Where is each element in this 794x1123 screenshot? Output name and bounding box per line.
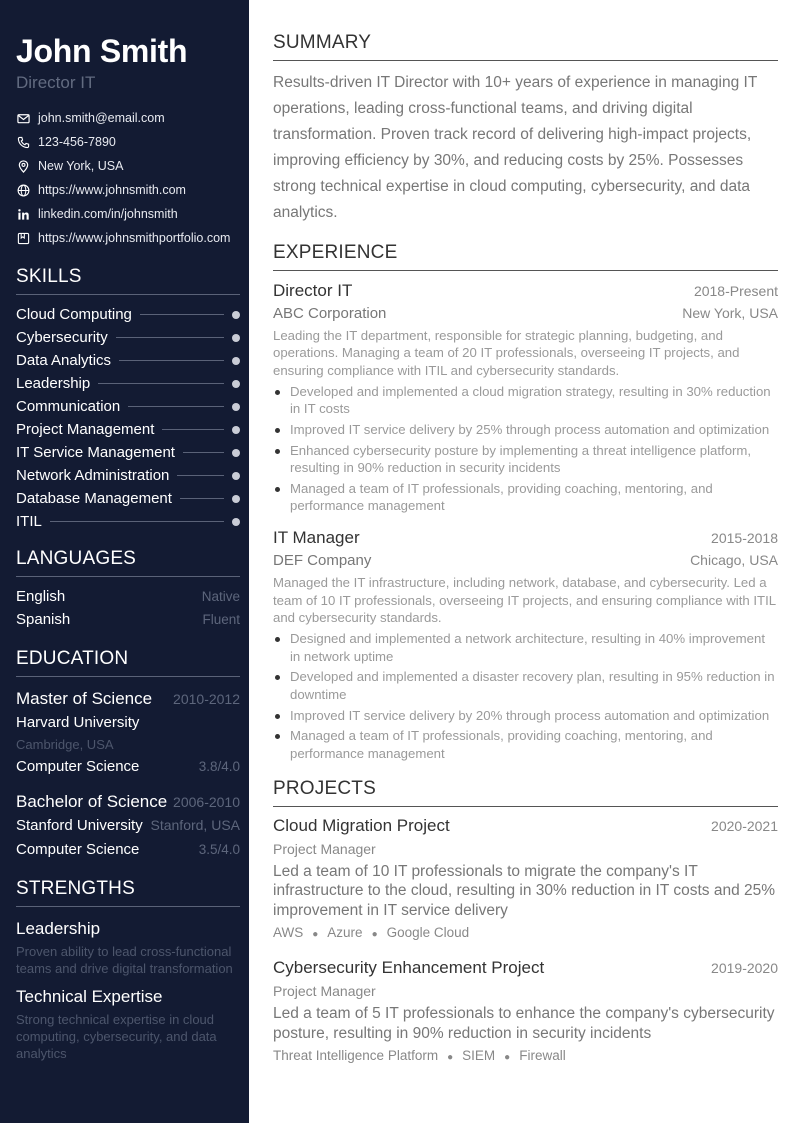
skill-line (119, 360, 224, 361)
education-school: Harvard University (16, 714, 140, 731)
skill-dot (232, 495, 240, 503)
job-title: Director IT (273, 281, 353, 300)
summary-heading: SUMMARY (273, 32, 778, 61)
education-location: Cambridge, USA (16, 737, 114, 752)
contact-portfolio-text: https://www.johnsmithportfolio.com (38, 231, 231, 245)
skill-item (16, 326, 240, 349)
project-item (273, 814, 778, 946)
linkedin-icon (16, 207, 30, 221)
project-role: Project Manager (273, 840, 376, 857)
contact-linkedin-text: linkedin.com/in/johnsmith (38, 207, 178, 221)
skill-line (140, 314, 224, 315)
education-item (16, 790, 240, 862)
project-dates: 2020-2021 (711, 817, 778, 834)
strengths-heading: STRENGTHS (16, 878, 240, 907)
tag-separator: ● (447, 1052, 454, 1064)
skill-item (16, 464, 240, 487)
skill-item (16, 395, 240, 418)
skill-item (16, 487, 240, 510)
skill-dot (232, 518, 240, 526)
language-level: Fluent (202, 612, 240, 627)
location-icon (16, 159, 30, 173)
project-tag: Firewall (519, 1048, 566, 1064)
skill-label: Cybersecurity (16, 329, 108, 346)
main-content (273, 0, 778, 1068)
skill-item (16, 441, 240, 464)
contact-phone[interactable] (16, 130, 240, 154)
education-gpa: 3.8/4.0 (198, 759, 240, 774)
skill-line (180, 498, 224, 499)
job-bullet: Enhanced cybersecurity posture by implementing a threat intelligence platform, resulting in 90% reduction in security incidents (273, 442, 778, 477)
job-bullet: Developed and implemented a disaster recovery plan, resulting in 95% reduction in downtime (273, 668, 778, 703)
education-gpa: 3.5/4.0 (198, 842, 240, 857)
contact-portfolio[interactable] (16, 226, 240, 250)
skill-line (128, 406, 224, 407)
education-school: Stanford University (16, 817, 143, 834)
project-role: Project Manager (273, 983, 376, 1000)
language-level: Native (201, 589, 240, 604)
skill-label: Data Analytics (16, 352, 112, 369)
strength-item (16, 985, 240, 1062)
contact-website[interactable] (16, 178, 240, 202)
project-dates: 2019-2020 (711, 960, 778, 977)
project-tag: AWS (273, 925, 304, 941)
experience-heading: EXPERIENCE (273, 242, 778, 271)
strength-title: Leadership (16, 919, 101, 938)
project-tag: SIEM (462, 1048, 496, 1064)
skill-label: Network Administration (16, 467, 170, 484)
education-heading: EDUCATION (16, 648, 240, 677)
project-title: Cloud Migration Project (273, 815, 450, 835)
contact-phone-text: 123-456-7890 (38, 135, 116, 149)
job-company: ABC Corporation (273, 305, 387, 322)
job-title: IT Manager (273, 528, 360, 548)
skill-line (98, 383, 224, 384)
job-company: DEF Company (273, 552, 372, 570)
globe-icon (16, 183, 30, 197)
skill-line (177, 475, 224, 476)
education-location: Stanford, USA (150, 817, 240, 833)
project-item (273, 956, 778, 1068)
job-location: New York, USA (682, 305, 778, 321)
education-degree: Bachelor of Science (16, 792, 168, 811)
skills-list (16, 303, 240, 533)
skill-dot (232, 380, 240, 388)
skill-line (183, 452, 224, 453)
skill-item (16, 349, 240, 372)
languages-list (16, 585, 240, 631)
experience-item (273, 279, 778, 514)
education-field: Computer Science (16, 758, 140, 775)
job-bullet: Managed a team of IT professionals, providing coaching, mentoring, and performance management (273, 480, 778, 515)
tag-separator: ● (312, 929, 319, 941)
summary-text: Results-driven IT Director with 10+ years of experience in managing IT operations, leading cross-functional teams, and driving digital transformation. Proven track record of delivering high-impact projects, improving efficiency by 30%, and reducing costs by 25%. Possesses strong technical expertise in cloud computing, cybersecurity, and data analytics. (273, 74, 758, 221)
projects-heading: PROJECTS (273, 778, 778, 807)
job-location: Chicago, USA (690, 552, 778, 569)
skill-label: Leadership (16, 375, 91, 392)
job-bullet: Designed and implemented a network architecture, resulting in 40% improvement in network uptime (273, 630, 778, 665)
skill-label: Cloud Computing (16, 306, 132, 323)
skill-item (16, 303, 240, 326)
candidate-role: Director IT (16, 73, 96, 92)
job-description: Managed the IT infrastructure, including network, database, and cybersecurity. Led a team of 10 IT professionals, overseeing IT projects, and ensuring compliance with ITIL and cybersecurity standards. (273, 575, 776, 626)
language-name: English (16, 588, 66, 605)
skill-item (16, 372, 240, 395)
skill-dot (232, 357, 240, 365)
skill-label: IT Service Management (16, 444, 175, 461)
skill-line (162, 429, 224, 430)
skill-dot (232, 403, 240, 411)
project-tag: Azure (327, 925, 363, 941)
project-tags (273, 1046, 778, 1068)
phone-icon (16, 135, 30, 149)
portfolio-icon (16, 231, 30, 245)
project-description: Led a team of 5 IT professionals to enhance the company's cybersecurity posture, resulting in 90% reduction in security incidents (273, 1005, 775, 1042)
job-bullet: Developed and implemented a cloud migration strategy, resulting in 30% reduction in IT costs (273, 383, 778, 418)
job-bullets (273, 630, 778, 762)
skill-label: Database Management (16, 490, 172, 507)
education-dates: 2006-2010 (173, 794, 240, 810)
job-description: Leading the IT department, responsible for strategic planning, budgeting, and operations. Managing a team of 20 IT professionals, overseeing IT projects, and ensuring compliance with ITIL and cybersecurity standards. (273, 328, 740, 378)
job-bullet: Improved IT service delivery by 20% through process automation and optimization (273, 707, 778, 724)
education-field: Computer Science (16, 841, 140, 858)
strength-desc: Proven ability to lead cross-functional teams and drive digital transformation (16, 944, 233, 976)
language-item (16, 585, 240, 608)
contact-linkedin[interactable] (16, 202, 240, 226)
job-dates: 2018-Present (693, 283, 778, 299)
language-item (16, 608, 240, 631)
strength-desc: Strong technical expertise in cloud computing, cybersecurity, and data analytics (16, 1012, 217, 1061)
tag-separator: ● (371, 929, 378, 941)
skill-dot (232, 426, 240, 434)
skill-dot (232, 311, 240, 319)
education-item (16, 687, 240, 779)
candidate-name: John Smith (16, 33, 188, 69)
education-degree: Master of Science (16, 689, 153, 708)
skill-dot (232, 334, 240, 342)
languages-heading: LANGUAGES (16, 548, 240, 577)
contact-location (16, 154, 240, 178)
language-name: Spanish (16, 611, 71, 628)
contact-list (16, 106, 240, 250)
skill-label: Project Management (16, 421, 155, 438)
skill-item (16, 418, 240, 441)
project-title: Cybersecurity Enhancement Project (273, 958, 545, 978)
skill-item (16, 510, 240, 533)
job-bullet: Improved IT service delivery by 25% through process automation and optimization (273, 421, 778, 438)
experience-item (273, 526, 778, 761)
strength-title: Technical Expertise (16, 987, 163, 1006)
education-dates: 2010-2012 (173, 691, 240, 707)
tag-separator: ● (504, 1052, 511, 1064)
project-tags (273, 923, 778, 945)
skill-line (50, 521, 224, 522)
skill-label: Communication (16, 398, 121, 415)
skill-dot (232, 472, 240, 480)
sidebar (0, 0, 249, 1123)
project-tag: Threat Intelligence Platform (273, 1048, 439, 1064)
project-description: Led a team of 10 IT professionals to migrate the company's IT infrastructure to the cloud, resulting in 30% reduction in IT costs and 25% improvement in IT service delivery (273, 862, 776, 919)
skill-dot (232, 449, 240, 457)
skill-label: ITIL (16, 513, 42, 530)
strength-item (16, 917, 240, 977)
job-dates: 2015-2018 (711, 530, 778, 547)
job-bullet: Managed a team of IT professionals, providing coaching, mentoring, and performance management (273, 727, 778, 762)
project-tag: Google Cloud (386, 925, 470, 941)
email-icon (16, 111, 30, 125)
job-bullets (273, 383, 778, 515)
skill-line (116, 337, 224, 338)
contact-email-text: john.smith@email.com (38, 111, 165, 125)
skills-heading: SKILLS (16, 266, 240, 295)
contact-website-text: https://www.johnsmith.com (38, 183, 186, 197)
contact-email[interactable] (16, 106, 240, 130)
contact-location-text: New York, USA (38, 159, 124, 173)
